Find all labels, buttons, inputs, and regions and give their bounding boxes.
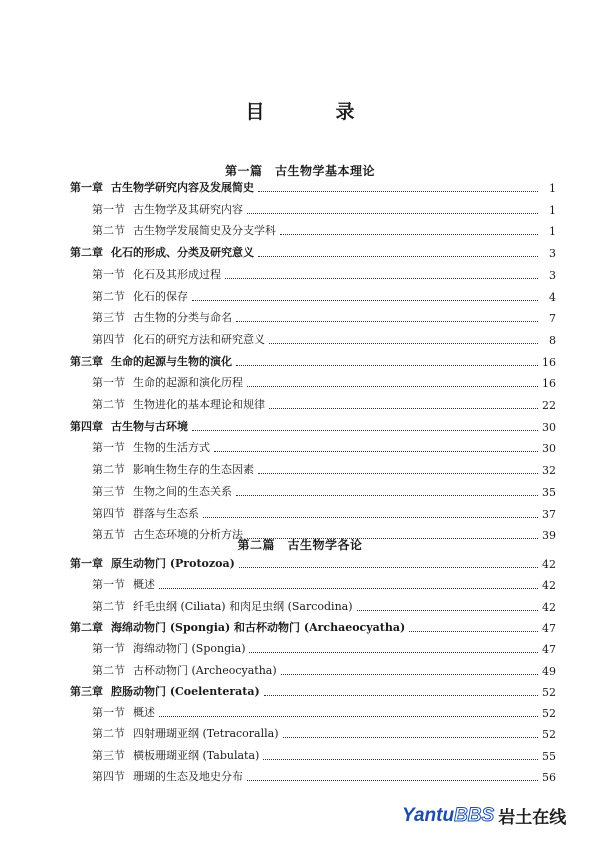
toc-entry-label <box>70 461 254 477</box>
toc-entry-title: 四射珊瑚亚纲 (Tetracoralla) <box>133 727 279 741</box>
toc-dot-leader <box>247 780 538 781</box>
toc-page-number: 55 <box>542 749 556 763</box>
toc-page-number: 32 <box>542 464 556 478</box>
toc-entry-title: 化石及其形成过程 <box>133 267 221 281</box>
toc-dot-leader <box>263 759 538 760</box>
toc-page-number: 1 <box>549 203 556 217</box>
toc-dot-leader <box>258 473 538 474</box>
toc-entry-number: 第二节 <box>92 224 125 238</box>
toc-entry-number: 第一节 <box>92 578 125 592</box>
toc-section-entry <box>70 640 556 656</box>
toc-page-number: 3 <box>549 268 556 282</box>
toc-dot-leader <box>236 365 538 366</box>
toc-entry-title: 海绵动物门 (Spongia) 和古杯动物门 (Archaeocyatha) <box>111 620 406 634</box>
toc-section-entry <box>70 331 556 347</box>
toc-page-number: 47 <box>542 643 556 657</box>
toc-entry-number: 第四章 <box>70 419 103 433</box>
toc-page-number: 30 <box>542 442 556 456</box>
toc-entry-label <box>70 396 265 412</box>
toc-entry-label <box>70 640 245 656</box>
toc-entry-number: 第二节 <box>92 289 125 303</box>
toc-entry-title: 古生物学研究内容及发展简史 <box>111 181 254 194</box>
toc-page-number: 49 <box>542 664 556 678</box>
toc-entry-number: 第二节 <box>92 398 125 411</box>
toc-entry-label <box>70 483 232 499</box>
toc-dot-leader <box>249 652 538 653</box>
toc-page-number: 52 <box>542 707 556 721</box>
toc-page-number: 1 <box>549 225 556 239</box>
toc-dot-leader <box>247 538 538 539</box>
toc-entry-number: 第二节 <box>92 663 125 677</box>
toc-entry-label <box>70 266 221 282</box>
toc-entry-title: 化石的形成、分类及研究意义 <box>111 246 254 260</box>
toc-dot-leader <box>357 610 539 611</box>
toc-dot-leader <box>269 343 538 344</box>
toc-section-entry <box>70 374 556 390</box>
toc-dot-leader <box>283 737 538 738</box>
toc-entry-title: 原生动物门 (Protozoa) <box>111 557 235 570</box>
toc-section-entry <box>70 768 556 784</box>
toc-dot-leader <box>214 451 538 452</box>
toc-entry-title: 古生物的分类与命名 <box>133 311 232 325</box>
toc-entry-label <box>70 244 254 260</box>
toc-entry-number: 第二节 <box>92 463 125 477</box>
toc-page-number: 4 <box>549 290 556 304</box>
toc-page-number: 39 <box>542 529 556 543</box>
toc-page-number: 1 <box>549 182 556 195</box>
toc-section-entry <box>70 439 556 455</box>
toc-dot-leader <box>192 300 538 301</box>
toc-section-entry <box>70 505 556 521</box>
toc-dot-leader <box>236 495 538 496</box>
toc-section-entry <box>70 725 556 741</box>
toc-entry-title: 生命的起源与生物的演化 <box>111 354 232 368</box>
toc-entry-label <box>70 747 259 763</box>
toc-page-number: 47 <box>542 621 556 635</box>
toc-chapter-entry <box>70 353 556 369</box>
toc-entry-label <box>70 439 210 455</box>
toc-entry-number: 第二节 <box>92 599 125 613</box>
watermark-site-name: 岩土在线 <box>498 808 567 827</box>
page-title: 目 录 <box>245 101 381 123</box>
watermark-logo <box>402 803 566 828</box>
toc-entry-title: 古生态环境的分析方法 <box>133 528 243 542</box>
toc-section-entry <box>70 266 556 282</box>
toc-entry-title: 腔肠动物门 (Coelenterata) <box>111 684 260 698</box>
toc-section-entry <box>70 461 556 477</box>
toc-entry-number: 第一节 <box>92 267 125 281</box>
toc-page-number: 56 <box>542 771 556 784</box>
toc-entry-title: 生物的生活方式 <box>133 441 210 455</box>
toc-entry-title: 古生物与古环境 <box>111 419 188 433</box>
toc-entry-number: 第三节 <box>92 748 125 762</box>
toc-entry-number: 第二章 <box>70 620 103 634</box>
toc-page-number: 16 <box>542 355 556 369</box>
toc-page-number: 52 <box>542 685 556 699</box>
toc-chapter-entry <box>70 179 556 195</box>
toc-page-number: 35 <box>542 485 556 499</box>
toc-dot-leader <box>258 191 538 192</box>
toc-entry-label <box>70 222 276 238</box>
toc-entry-number: 第一节 <box>92 441 125 455</box>
toc-entry-title: 生物之间的生态关系 <box>133 484 232 498</box>
toc-dot-leader <box>264 695 538 696</box>
toc-entry-label <box>70 353 232 369</box>
toc-dot-leader <box>247 386 538 387</box>
toc-section-entry <box>70 598 556 614</box>
toc-entry-label <box>70 576 155 592</box>
toc-chapter-entry <box>70 418 556 434</box>
toc-entry-label <box>70 619 405 635</box>
toc-entry-number: 第一章 <box>70 181 103 194</box>
toc-section-entry <box>70 747 556 763</box>
toc-entry-number: 第三章 <box>70 354 103 368</box>
toc-page-number: 42 <box>542 558 556 571</box>
toc-entry-number: 第四节 <box>92 506 125 520</box>
toc-page-number: 42 <box>542 600 556 614</box>
toc-entry-label <box>70 309 232 325</box>
toc-dot-leader <box>269 408 538 409</box>
toc-entry-number: 第一节 <box>92 706 125 720</box>
toc-dot-leader <box>258 256 538 257</box>
toc-entry-title: 化石的研究方法和研究意义 <box>133 332 265 346</box>
toc-chapter-entry <box>70 555 556 571</box>
toc-dot-leader <box>192 430 538 431</box>
toc-entry-number: 第二节 <box>92 727 125 741</box>
toc-dot-leader <box>225 278 538 279</box>
toc-dot-leader <box>159 716 538 717</box>
toc-entry-label <box>70 374 243 390</box>
toc-entry-number: 第一章 <box>70 557 103 570</box>
toc-section-entry <box>70 662 556 678</box>
watermark-bbs: BBS <box>454 804 495 826</box>
toc-section-entry <box>70 309 556 325</box>
toc-entry-label <box>70 179 254 195</box>
toc-entry-number: 第四节 <box>92 332 125 346</box>
toc-dot-leader <box>280 234 538 235</box>
toc-dot-leader <box>239 567 538 568</box>
toc-entry-title: 古生物学发展简史及分支学科 <box>133 224 276 238</box>
toc-section-entry <box>70 526 556 542</box>
toc-dot-leader <box>203 517 538 518</box>
toc-entry-label <box>70 526 243 542</box>
toc-entry-label <box>70 288 188 304</box>
toc-entry-number: 第二章 <box>70 246 103 260</box>
toc-entry-number: 第三节 <box>92 311 125 325</box>
toc-page-number: 42 <box>542 579 556 593</box>
toc-entry-label <box>70 704 155 720</box>
toc-section-entry <box>70 396 556 412</box>
toc-entry-number: 第三章 <box>70 684 103 698</box>
toc-section-entry <box>70 288 556 304</box>
toc-entry-number: 第三节 <box>92 484 125 498</box>
toc-entry-title: 珊瑚的生态及地史分布 <box>133 770 243 783</box>
toc-page-number: 30 <box>542 420 556 434</box>
toc-entry-number: 第五节 <box>92 528 125 542</box>
toc-entry-label <box>70 331 265 347</box>
toc-section-entry <box>70 222 556 238</box>
toc-entry-title: 化石的保存 <box>133 289 188 303</box>
toc-page-number: 16 <box>542 377 556 391</box>
toc-entry-number: 第四节 <box>92 770 125 783</box>
part-title: 第二篇 古生物学各论 <box>237 538 363 552</box>
toc-entry-title: 概述 <box>133 578 155 592</box>
toc-entry-title: 生物进化的基本理论和规律 <box>133 398 265 411</box>
toc-chapter-entry <box>70 619 556 635</box>
toc-chapter-entry <box>70 244 556 260</box>
toc-entry-title: 横板珊瑚亚纲 (Tabulata) <box>133 748 260 762</box>
toc-page-number: 8 <box>549 333 556 347</box>
toc-page-number: 37 <box>542 507 556 521</box>
toc-entry-label <box>70 598 353 614</box>
toc-entry-title: 纤毛虫纲 (Ciliata) 和肉足虫纲 (Sarcodina) <box>133 599 353 613</box>
toc-entry-number: 第一节 <box>92 202 125 216</box>
toc-entry-title: 概述 <box>133 706 155 720</box>
toc-entry-title: 海绵动物门 (Spongia) <box>133 642 246 656</box>
toc-dot-leader <box>159 588 538 589</box>
toc-chapter-entry <box>70 683 556 699</box>
toc-dot-leader <box>236 321 538 322</box>
toc-dot-leader <box>247 213 538 214</box>
toc-page-number: 7 <box>549 312 556 326</box>
part-title: 第一篇 古生物学基本理论 <box>224 164 375 178</box>
toc-entry-label <box>70 768 243 784</box>
toc-page-number: 3 <box>549 247 556 261</box>
toc-entry-title: 古生物学及其研究内容 <box>133 202 243 216</box>
toc-section-entry <box>70 483 556 499</box>
toc-entry-label <box>70 418 188 434</box>
watermark-yantu: Yantu <box>402 804 455 826</box>
toc-section-entry <box>70 704 556 720</box>
toc-entry-label <box>70 201 243 217</box>
toc-section-entry <box>70 576 556 592</box>
toc-entry-label <box>70 662 277 678</box>
toc-entry-number: 第一节 <box>92 376 125 390</box>
toc-entry-title: 影响生物生存的生态因素 <box>133 463 254 477</box>
toc-page-number: 52 <box>542 728 556 742</box>
toc-entry-label <box>70 725 279 741</box>
toc-entry-label <box>70 683 260 699</box>
toc-entry-number: 第一节 <box>92 642 125 656</box>
toc-page-number: 22 <box>542 399 556 412</box>
toc-entry-title: 古杯动物门 (Archeocyatha) <box>133 663 277 677</box>
toc-dot-leader <box>281 674 538 675</box>
toc-dot-leader <box>409 631 538 632</box>
toc-entry-label <box>70 505 199 521</box>
toc-entry-title: 生命的起源和演化历程 <box>133 376 243 390</box>
toc-entry-label <box>70 555 235 571</box>
toc-section-entry <box>70 201 556 217</box>
toc-entry-title: 群落与生态系 <box>133 506 199 520</box>
